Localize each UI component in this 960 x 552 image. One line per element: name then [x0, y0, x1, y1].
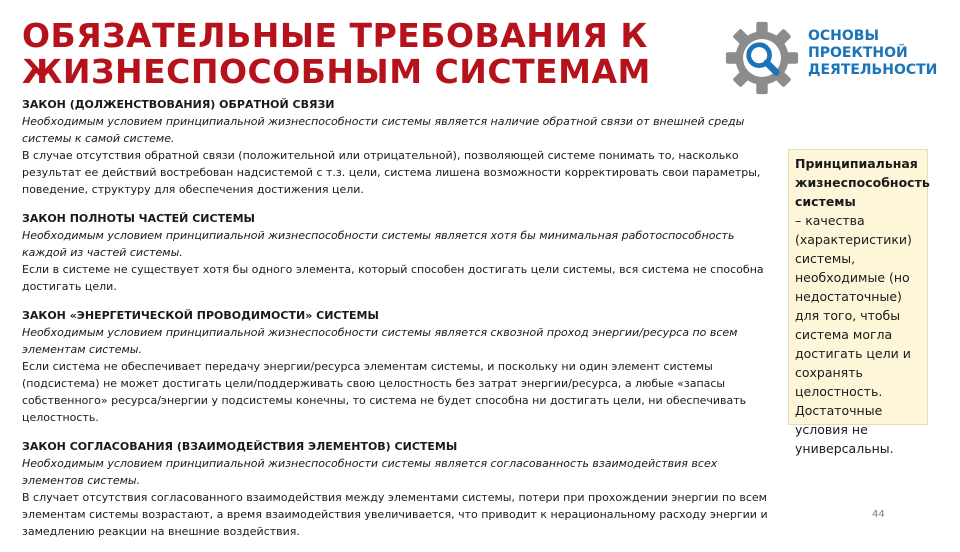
law-energy-conductivity: [22, 307, 780, 426]
laws-list: [22, 96, 780, 552]
law-body: Если в системе не существует хотя бы одного элемента, который способен достигать цели системы, вся система не способна достигать цели.: [22, 263, 764, 293]
gear-magnifier-icon: [724, 20, 800, 96]
slide-title-line-2: ЖИЗНЕСПОСОБНЫМ СИСТЕМАМ: [22, 52, 651, 91]
law-condition: Необходимым условием принципиальной жизнеспособности системы является наличие обратной связи от внешней среды системы к самой системе.: [22, 115, 745, 145]
law-heading: ЗАКОН (ДОЛЖЕНСТВОВАНИЯ) ОБРАТНОЙ СВЯЗИ: [22, 98, 335, 111]
law-condition: Необходимым условием принципиальной жизнеспособности системы является сквозной проход энергии/ресурса по всем элементам системы.: [22, 326, 738, 356]
law-heading: ЗАКОН СОГЛАСОВАНИЯ (ВЗАИМОДЕЙСТВИЯ ЭЛЕМЕНТОВ) СИСТЕМЫ: [22, 440, 458, 453]
logo-line-3: ДЕЯТЕЛЬНОСТИ: [808, 62, 938, 78]
law-condition: Необходимым условием принципиальной жизнеспособности системы является согласованность взаимодействия всех элементов системы.: [22, 457, 718, 487]
definition-sidebar: [788, 149, 930, 456]
page-number: 44: [872, 509, 885, 520]
definition-body: – качества (характеристики) системы, необходимые (но недостаточные) для того, чтобы система могла достигать цели и сохранять целостность. Достаточные условия не универсальны.: [795, 213, 912, 456]
law-body: В случае отсутствия обратной связи (положительной или отрицательной), позволяющей системе понимать то, насколько результат ее действий востребован надсистемой с т.з. цели, система лишена возможности корректировать свои параметры, поведение, структуру для обеспечения достижения цели.: [22, 149, 761, 196]
logo-line-2: ПРОЕКТНОЙ: [808, 45, 908, 61]
slide-title-line-1: ОБЯЗАТЕЛЬНЫЕ ТРЕБОВАНИЯ К: [22, 16, 648, 55]
law-body: В случает отсутствия согласованного взаимодействия между элементами системы, потери при прохождении энергии по всем элементам системы возрастают, а время взаимодействия увеличивается, что приводит к нерациональному расходу энергии и замедлению реакции на внешние воздействия.: [22, 491, 768, 538]
logo-line-1: ОСНОВЫ: [808, 28, 879, 44]
law-heading: ЗАКОН «ЭНЕРГЕТИЧЕСКОЙ ПРОВОДИМОСТИ» СИСТЕМЫ: [22, 309, 379, 322]
logo-text: [808, 28, 937, 79]
law-condition: Необходимым условием принципиальной жизнеспособности системы является хотя бы минимальная работоспособность каждой из частей системы.: [22, 229, 735, 259]
law-feedback: [22, 96, 780, 198]
law-completeness: [22, 210, 780, 295]
slide-title: [22, 18, 712, 90]
law-body: Если система не обеспечивает передачу энергии/ресурса элементам системы, и поскольку ни один элемент системы (подсистема) не может достигать цели/поддерживать свою целостность без затрат энергии/ресурса, а любые «запасы собственного» ресурса/энергии у подсистемы конечны, то система не будет способна ни достигать цели, ни обеспечивать целостность.: [22, 360, 747, 424]
law-coordination: [22, 438, 780, 540]
law-heading: ЗАКОН ПОЛНОТЫ ЧАСТЕЙ СИСТЕМЫ: [22, 212, 255, 225]
definition-heading: Принципиальная жизнеспособность системы: [795, 156, 930, 209]
